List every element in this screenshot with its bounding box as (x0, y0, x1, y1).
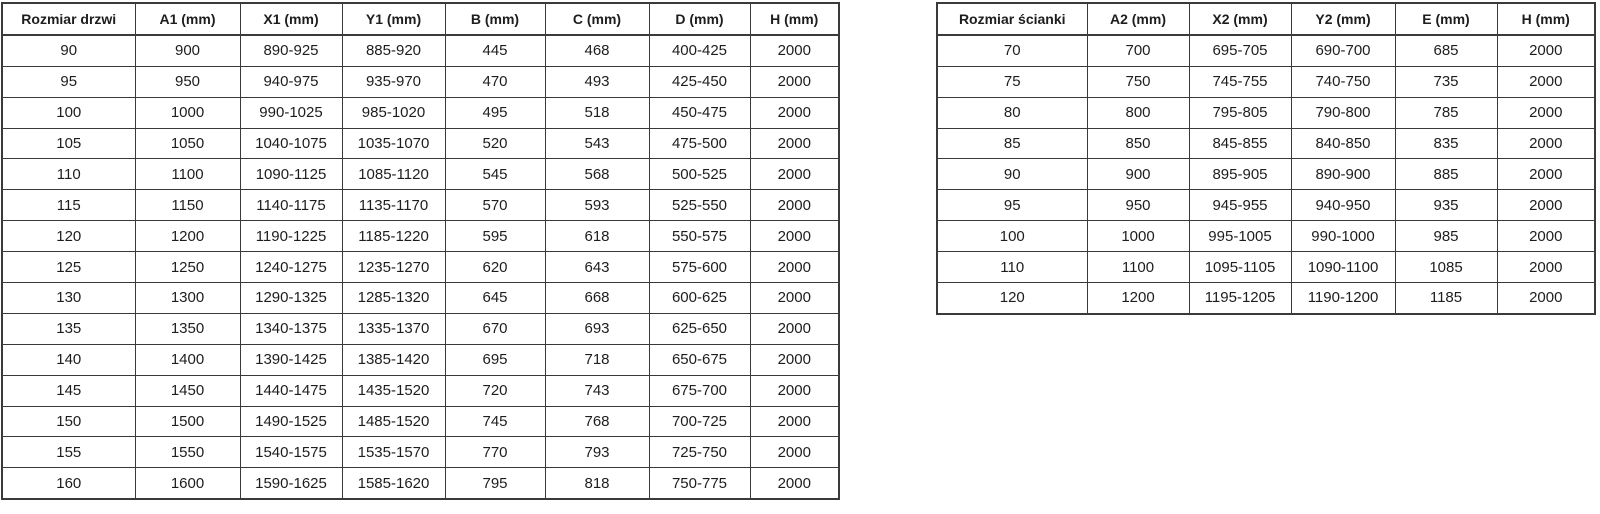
table-cell: 150 (2, 406, 135, 437)
table-cell: 140 (2, 344, 135, 375)
table-cell: 650-675 (649, 344, 750, 375)
table-cell: 135 (2, 313, 135, 344)
table-cell: 1095-1105 (1189, 252, 1291, 283)
table-cell: 725-750 (649, 437, 750, 468)
table-row (937, 283, 1595, 314)
table-cell: 1135-1170 (342, 190, 445, 221)
table-cell: 890-900 (1291, 159, 1395, 190)
table-cell: 2000 (750, 344, 839, 375)
table-cell: 700-725 (649, 406, 750, 437)
table-cell: 845-855 (1189, 128, 1291, 159)
table-cell: 690-700 (1291, 35, 1395, 66)
table-cell: 1035-1070 (342, 128, 445, 159)
table-cell: 2000 (750, 437, 839, 468)
table-cell: 500-525 (649, 159, 750, 190)
table-cell: 1200 (135, 221, 240, 252)
table-cell: 110 (2, 159, 135, 190)
table-cell: 2000 (1497, 97, 1595, 128)
table-cell: 945-955 (1189, 190, 1291, 221)
table-cell: 625-650 (649, 313, 750, 344)
table-cell: 1200 (1087, 283, 1189, 314)
table-cell: 795-805 (1189, 97, 1291, 128)
table-row (937, 66, 1595, 97)
table-cell: 900 (1087, 159, 1189, 190)
table-cell: 493 (545, 66, 649, 97)
table-cell: 1285-1320 (342, 283, 445, 314)
table-row (937, 128, 1595, 159)
door-size-table-container (1, 2, 840, 500)
table-cell: 940-950 (1291, 190, 1395, 221)
table-cell: 700 (1087, 35, 1189, 66)
table-cell: 685 (1395, 35, 1497, 66)
table-cell: 1100 (135, 159, 240, 190)
table-cell: 895-905 (1189, 159, 1291, 190)
table-cell: 1440-1475 (240, 375, 342, 406)
table-cell: 400-425 (649, 35, 750, 66)
table-cell: 1500 (135, 406, 240, 437)
table-cell: 2000 (750, 406, 839, 437)
table-cell: 2000 (750, 159, 839, 190)
table-cell: 643 (545, 252, 649, 283)
column-header: E (mm) (1395, 3, 1497, 35)
table-cell: 1335-1370 (342, 313, 445, 344)
table-cell: 1050 (135, 128, 240, 159)
table-cell: 520 (445, 128, 545, 159)
door-size-table-header (2, 3, 839, 35)
table-cell: 718 (545, 344, 649, 375)
table-cell: 950 (135, 66, 240, 97)
table-row (2, 128, 839, 159)
table-cell: 2000 (750, 283, 839, 314)
table-row (2, 66, 839, 97)
table-cell: 1140-1175 (240, 190, 342, 221)
table-row (937, 97, 1595, 128)
table-cell: 770 (445, 437, 545, 468)
table-cell: 695 (445, 344, 545, 375)
table-cell: 985-1020 (342, 97, 445, 128)
table-cell: 1000 (135, 97, 240, 128)
table-cell: 70 (937, 35, 1087, 66)
table-cell: 1300 (135, 283, 240, 314)
table-cell: 1185-1220 (342, 221, 445, 252)
table-cell: 90 (937, 159, 1087, 190)
table-cell: 543 (545, 128, 649, 159)
table-cell: 2000 (750, 468, 839, 499)
table-cell: 475-500 (649, 128, 750, 159)
column-header: D (mm) (649, 3, 750, 35)
table-cell: 950 (1087, 190, 1189, 221)
table-cell: 2000 (1497, 221, 1595, 252)
table-cell: 470 (445, 66, 545, 97)
table-cell: 990-1025 (240, 97, 342, 128)
table-cell: 1000 (1087, 221, 1189, 252)
column-header: Y1 (mm) (342, 3, 445, 35)
table-row (2, 159, 839, 190)
table-cell: 1195-1205 (1189, 283, 1291, 314)
table-cell: 160 (2, 468, 135, 499)
table-cell: 695-705 (1189, 35, 1291, 66)
table-cell: 110 (937, 252, 1087, 283)
door-size-table (1, 2, 840, 500)
table-cell: 2000 (750, 375, 839, 406)
table-cell: 935 (1395, 190, 1497, 221)
table-cell: 620 (445, 252, 545, 283)
table-cell: 2000 (1497, 283, 1595, 314)
table-cell: 1090-1125 (240, 159, 342, 190)
table-row (2, 97, 839, 128)
table-row (2, 35, 839, 66)
table-cell: 2000 (750, 97, 839, 128)
table-row (2, 252, 839, 283)
table-cell: 900 (135, 35, 240, 66)
table-cell: 940-975 (240, 66, 342, 97)
table-row (937, 221, 1595, 252)
table-cell: 75 (937, 66, 1087, 97)
table-cell: 740-750 (1291, 66, 1395, 97)
table-cell: 2000 (750, 35, 839, 66)
table-cell: 95 (2, 66, 135, 97)
table-row (937, 35, 1595, 66)
table-cell: 1190-1225 (240, 221, 342, 252)
table-cell: 525-550 (649, 190, 750, 221)
column-header: C (mm) (545, 3, 649, 35)
table-cell: 550-575 (649, 221, 750, 252)
table-row (2, 375, 839, 406)
table-cell: 2000 (750, 128, 839, 159)
table-row (937, 252, 1595, 283)
table-cell: 80 (937, 97, 1087, 128)
table-cell: 995-1005 (1189, 221, 1291, 252)
table-cell: 120 (937, 283, 1087, 314)
table-cell: 518 (545, 97, 649, 128)
table-cell: 115 (2, 190, 135, 221)
table-cell: 2000 (1497, 66, 1595, 97)
wall-size-table-container (936, 2, 1596, 315)
table-cell: 450-475 (649, 97, 750, 128)
table-cell: 1450 (135, 375, 240, 406)
table-cell: 1400 (135, 344, 240, 375)
table-cell: 1085 (1395, 252, 1497, 283)
column-header: Rozmiar drzwi (2, 3, 135, 35)
table-cell: 1190-1200 (1291, 283, 1395, 314)
table-row (2, 344, 839, 375)
column-header: A1 (mm) (135, 3, 240, 35)
table-cell: 1240-1275 (240, 252, 342, 283)
table-cell: 1150 (135, 190, 240, 221)
door-size-table-body (2, 35, 839, 499)
table-cell: 2000 (1497, 35, 1595, 66)
table-cell: 1590-1625 (240, 468, 342, 499)
table-cell: 595 (445, 221, 545, 252)
wall-size-table-header (937, 3, 1595, 35)
table-cell: 570 (445, 190, 545, 221)
table-cell: 743 (545, 375, 649, 406)
table-cell: 2000 (750, 190, 839, 221)
table-cell: 545 (445, 159, 545, 190)
column-header: B (mm) (445, 3, 545, 35)
wall-size-table-body (937, 35, 1595, 314)
table-cell: 1550 (135, 437, 240, 468)
table-cell: 90 (2, 35, 135, 66)
table-cell: 1585-1620 (342, 468, 445, 499)
table-cell: 2000 (750, 252, 839, 283)
table-cell: 575-600 (649, 252, 750, 283)
table-cell: 125 (2, 252, 135, 283)
table-cell: 935-970 (342, 66, 445, 97)
table-cell: 818 (545, 468, 649, 499)
table-row (2, 283, 839, 314)
table-cell: 1390-1425 (240, 344, 342, 375)
table-cell: 105 (2, 128, 135, 159)
table-cell: 1290-1325 (240, 283, 342, 314)
table-cell: 675-700 (649, 375, 750, 406)
column-header: H (mm) (750, 3, 839, 35)
table-cell: 885-920 (342, 35, 445, 66)
table-cell: 568 (545, 159, 649, 190)
table-row (2, 190, 839, 221)
table-cell: 2000 (1497, 252, 1595, 283)
header-row (2, 3, 839, 35)
table-cell: 790-800 (1291, 97, 1395, 128)
column-header: H (mm) (1497, 3, 1595, 35)
table-cell: 425-450 (649, 66, 750, 97)
table-cell: 1235-1270 (342, 252, 445, 283)
table-cell: 745-755 (1189, 66, 1291, 97)
table-cell: 1100 (1087, 252, 1189, 283)
table-row (2, 221, 839, 252)
table-cell: 130 (2, 283, 135, 314)
table-cell: 835 (1395, 128, 1497, 159)
table-cell: 1535-1570 (342, 437, 445, 468)
table-row (2, 468, 839, 499)
table-row (937, 159, 1595, 190)
table-cell: 720 (445, 375, 545, 406)
table-cell: 1085-1120 (342, 159, 445, 190)
table-cell: 1250 (135, 252, 240, 283)
column-header: Rozmiar ścianki (937, 3, 1087, 35)
table-row (2, 406, 839, 437)
table-cell: 2000 (1497, 159, 1595, 190)
table-cell: 745 (445, 406, 545, 437)
table-row (2, 437, 839, 468)
table-cell: 600-625 (649, 283, 750, 314)
table-cell: 1385-1420 (342, 344, 445, 375)
table-cell: 1090-1100 (1291, 252, 1395, 283)
table-cell: 1490-1525 (240, 406, 342, 437)
table-row (937, 190, 1595, 221)
table-cell: 885 (1395, 159, 1497, 190)
table-cell: 850 (1087, 128, 1189, 159)
table-cell: 2000 (750, 313, 839, 344)
table-cell: 1435-1520 (342, 375, 445, 406)
table-cell: 85 (937, 128, 1087, 159)
wall-size-table (936, 2, 1596, 315)
table-cell: 120 (2, 221, 135, 252)
table-cell: 468 (545, 35, 649, 66)
table-cell: 2000 (1497, 190, 1595, 221)
table-cell: 100 (2, 97, 135, 128)
table-cell: 890-925 (240, 35, 342, 66)
table-cell: 95 (937, 190, 1087, 221)
table-cell: 795 (445, 468, 545, 499)
table-cell: 785 (1395, 97, 1497, 128)
table-cell: 593 (545, 190, 649, 221)
column-header: A2 (mm) (1087, 3, 1189, 35)
table-cell: 750 (1087, 66, 1189, 97)
column-header: Y2 (mm) (1291, 3, 1395, 35)
table-cell: 1185 (1395, 283, 1497, 314)
table-cell: 668 (545, 283, 649, 314)
table-cell: 990-1000 (1291, 221, 1395, 252)
table-cell: 693 (545, 313, 649, 344)
column-header: X2 (mm) (1189, 3, 1291, 35)
table-cell: 985 (1395, 221, 1497, 252)
header-row (937, 3, 1595, 35)
table-cell: 750-775 (649, 468, 750, 499)
column-header: X1 (mm) (240, 3, 342, 35)
table-cell: 155 (2, 437, 135, 468)
table-cell: 100 (937, 221, 1087, 252)
table-cell: 735 (1395, 66, 1497, 97)
table-cell: 645 (445, 283, 545, 314)
table-cell: 2000 (1497, 128, 1595, 159)
table-cell: 1600 (135, 468, 240, 499)
table-cell: 2000 (750, 221, 839, 252)
table-cell: 800 (1087, 97, 1189, 128)
table-cell: 445 (445, 35, 545, 66)
table-cell: 840-850 (1291, 128, 1395, 159)
table-cell: 2000 (750, 66, 839, 97)
table-cell: 793 (545, 437, 649, 468)
table-cell: 1340-1375 (240, 313, 342, 344)
table-cell: 670 (445, 313, 545, 344)
table-cell: 495 (445, 97, 545, 128)
table-cell: 145 (2, 375, 135, 406)
table-cell: 768 (545, 406, 649, 437)
table-cell: 1540-1575 (240, 437, 342, 468)
table-cell: 1040-1075 (240, 128, 342, 159)
table-cell: 1485-1520 (342, 406, 445, 437)
table-cell: 618 (545, 221, 649, 252)
table-cell: 1350 (135, 313, 240, 344)
table-row (2, 313, 839, 344)
